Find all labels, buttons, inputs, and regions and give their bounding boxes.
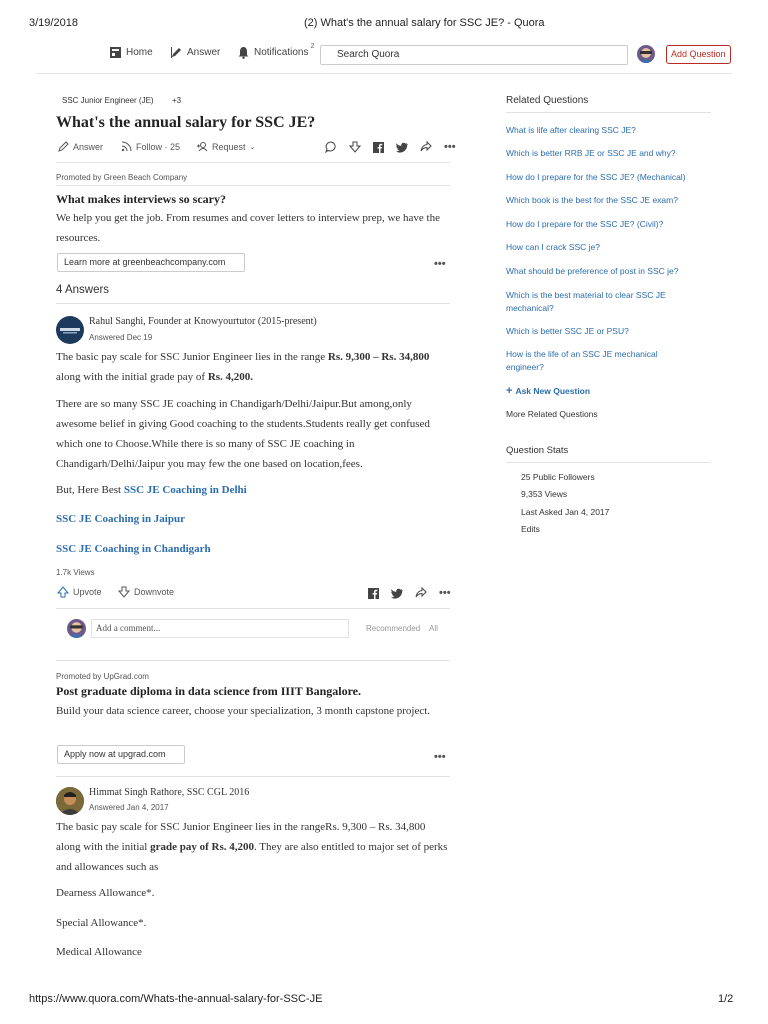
question-stats-heading: Question Stats <box>506 445 569 456</box>
allowance-item: Special Allowance*. <box>56 917 147 929</box>
related-question[interactable]: How can I crack SSC je? <box>506 242 601 252</box>
answer-action-label: Answer <box>73 141 104 152</box>
answer-bold-text: Rs. 4,200. <box>207 371 254 383</box>
downvote-button[interactable] <box>118 586 174 598</box>
pencil-icon <box>58 141 69 152</box>
answer-text: . They are also entitled to major set of perks and allowances such as <box>56 841 448 873</box>
share-icon[interactable] <box>415 587 427 599</box>
related-question[interactable]: What should be preference of post in SSC je? <box>506 266 679 276</box>
downvote-label: Downvote <box>134 587 175 597</box>
coaching-jaipur-link[interactable]: SSC JE Coaching in Jaipur <box>56 513 185 525</box>
promo-cta-button[interactable]: Learn more at greenbeachcompany.com <box>57 253 245 272</box>
nav-answer[interactable] <box>170 46 220 59</box>
answer-paragraph: There are so many SSC JE coaching in Chandigarh/Delhi/Jaipur.But among,only awesome belief in giving Good coaching to the students.Students really get confused which one to Choose.While there is so many of SSC JE coaching in Chandigarh/Delhi/Jaipur you may few the one based on location,fees. <box>56 398 430 470</box>
comment-input[interactable]: Add a comment... <box>91 619 349 638</box>
answer-share-bar <box>368 587 451 599</box>
nav-divider <box>36 73 732 74</box>
more-related-questions-link[interactable]: More Related Questions <box>506 409 598 419</box>
nav-notifications[interactable] <box>237 43 316 59</box>
promo-title[interactable]: Post graduate diploma in data science from IIIT Bangalore. <box>56 684 362 698</box>
print-date: 3/19/2018 <box>29 17 78 29</box>
rss-icon <box>121 141 132 152</box>
promo-cta-button[interactable]: Apply now at upgrad.com <box>57 745 185 764</box>
upvote-label: Upvote <box>73 587 102 597</box>
print-title: (2) What's the annual salary for SSC JE? - Quora <box>304 17 545 29</box>
all-comments-tab[interactable]: All <box>429 624 438 633</box>
more-options-icon[interactable]: ••• <box>434 258 446 270</box>
answer-paragraph <box>56 347 451 387</box>
downvote-icon[interactable] <box>349 141 361 153</box>
related-questions-heading: Related Questions <box>506 95 589 106</box>
related-question[interactable]: How do I prepare for the SSC JE? (Mechanical) <box>506 172 686 182</box>
related-question[interactable]: How is the life of an SSC JE mechanical engineer? <box>506 349 658 372</box>
comment-icon[interactable] <box>325 141 337 153</box>
related-question[interactable]: Which book is the best for the SSC JE exam? <box>506 195 678 205</box>
more-options-icon[interactable]: ••• <box>439 587 451 599</box>
promo-text: We help you get the job. From resumes and cover letters to interview prep, we have the resources. <box>56 212 440 244</box>
question-title[interactable]: What's the annual salary for SSC JE? <box>56 114 316 131</box>
question-topic[interactable]: SSC Junior Engineer (JE) <box>62 96 154 105</box>
promo-label[interactable]: Promoted by Green Beach Company <box>56 173 188 182</box>
related-question[interactable]: How do I prepare for the SSC JE? (Civil)? <box>506 219 664 229</box>
answer-author[interactable]: Himmat Singh Rathore, SSC CGL 2016 <box>89 787 250 798</box>
plus-icon: + <box>506 385 513 397</box>
divider <box>56 608 450 609</box>
promo-title[interactable]: What makes interviews so scary? <box>56 192 226 206</box>
divider <box>56 660 450 661</box>
answer-action[interactable] <box>58 141 103 152</box>
chevron-down-icon: ⌄ <box>249 143 256 151</box>
question-topics-more[interactable]: +3 <box>172 96 182 105</box>
allowance-item: Medical Allowance <box>56 946 142 958</box>
share-icon[interactable] <box>420 141 432 153</box>
facebook-icon[interactable] <box>373 142 384 153</box>
answer-date[interactable]: Answered Dec 19 <box>89 333 153 342</box>
recommended-comments-tab[interactable]: Recommended <box>366 624 421 633</box>
more-options-icon[interactable]: ••• <box>434 751 446 763</box>
facebook-icon[interactable] <box>368 588 379 599</box>
home-icon <box>109 46 122 59</box>
related-question[interactable]: Which is better RRB JE or SSC JE and why? <box>506 148 676 158</box>
ask-new-question-label: Ask New Question <box>515 386 591 396</box>
nav-home[interactable] <box>109 46 153 59</box>
nav-notifications-label: Notifications <box>254 47 309 58</box>
author-avatar[interactable] <box>56 316 84 344</box>
stat-views: 9,353 Views <box>521 489 568 499</box>
follow-action[interactable] <box>121 141 180 152</box>
answer-views[interactable]: 1.7k Views <box>56 568 95 577</box>
divider <box>506 462 711 463</box>
stat-followers[interactable]: 25 Public Followers <box>521 472 595 482</box>
divider <box>56 185 450 186</box>
author-avatar[interactable] <box>56 787 84 815</box>
divider <box>506 112 711 113</box>
nav-home-label: Home <box>126 47 153 58</box>
print-page-number: 1/2 <box>718 993 734 1005</box>
search-input[interactable]: Search Quora <box>320 45 628 65</box>
divider <box>56 776 450 777</box>
commenter-avatar <box>67 619 86 638</box>
stat-last-asked: Last Asked Jan 4, 2017 <box>521 507 610 517</box>
answers-count: 4 Answers <box>56 284 110 296</box>
request-icon <box>197 141 208 152</box>
downvote-icon <box>118 586 130 598</box>
twitter-icon[interactable] <box>396 142 408 153</box>
coaching-delhi-link[interactable]: SSC JE Coaching in Delhi <box>123 484 247 496</box>
related-question[interactable]: Which is the best material to clear SSC JE mechanical? <box>506 290 666 313</box>
add-question-button[interactable]: Add Question <box>666 45 731 64</box>
promo-label[interactable]: Promoted by UpGrad.com <box>56 672 149 681</box>
related-question[interactable]: What is life after clearing SSC JE? <box>506 125 636 135</box>
request-action[interactable] <box>197 141 255 152</box>
answer-text: along with the initial grade pay of <box>56 371 208 383</box>
coaching-chandigarh-link[interactable]: SSC JE Coaching in Chandigarh <box>56 543 211 555</box>
nav-answer-label: Answer <box>187 47 221 58</box>
answer-text: But, Here Best <box>56 484 124 496</box>
upvote-icon <box>57 586 69 598</box>
request-action-label: Request <box>212 141 246 152</box>
divider <box>56 303 450 304</box>
print-url: https://www.quora.com/Whats-the-annual-salary-for-SSC-JE <box>29 993 323 1005</box>
follow-action-label: Follow · 25 <box>136 141 181 152</box>
answer-bold-text: Rs. 9,300 – Rs. 34,800 <box>327 351 430 363</box>
divider <box>56 162 450 163</box>
stat-edits[interactable]: Edits <box>521 524 540 534</box>
bell-icon <box>237 46 250 59</box>
allowance-item: Dearness Allowance*. <box>56 887 155 899</box>
answer-text: The basic pay scale for SSC Junior Engineer lies in the rangeRs. 9,300 – Rs. 34,800 along with the initial <box>56 821 426 853</box>
upvote-button[interactable] <box>57 586 102 598</box>
avatar[interactable] <box>637 45 655 63</box>
ask-new-question-link[interactable] <box>506 386 590 396</box>
related-question[interactable]: Which is better SSC JE or PSU? <box>506 326 629 336</box>
answer-text: The basic pay scale for SSC Junior Engineer lies in the range <box>56 351 328 363</box>
promo-text: Build your data science career, choose your specialization, 3 month capstone project. <box>56 705 431 717</box>
answer-paragraph <box>56 480 451 500</box>
twitter-icon[interactable] <box>391 588 403 599</box>
answer-paragraph <box>56 817 451 877</box>
answer-date[interactable]: Answered Jan 4, 2017 <box>89 803 169 812</box>
pencil-icon <box>170 46 183 59</box>
notification-count: 2 <box>310 43 315 50</box>
answer-bold-text: grade pay of Rs. 4,200 <box>150 841 254 853</box>
more-options-icon[interactable]: ••• <box>444 141 456 153</box>
question-icon-bar <box>325 141 456 153</box>
answer-author[interactable]: Rahul Sanghi, Founder at Knowyourtutor (2015-present) <box>89 316 317 327</box>
